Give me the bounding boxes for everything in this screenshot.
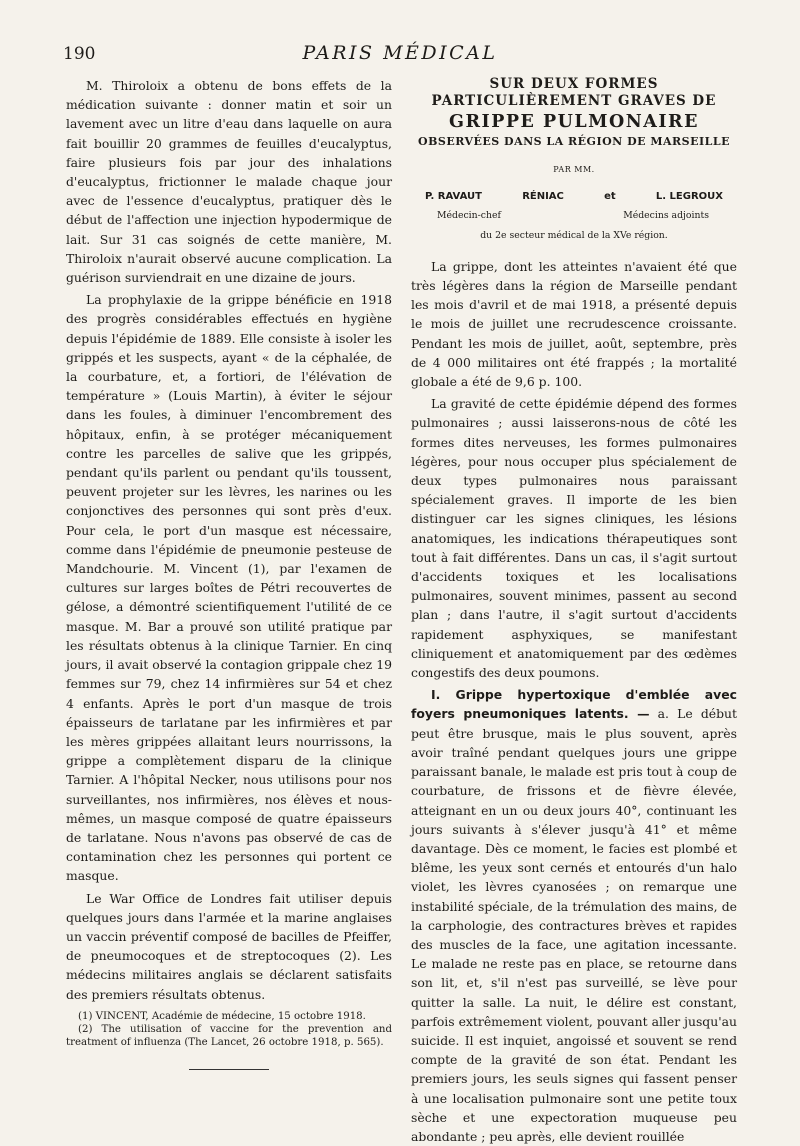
left-column bbox=[66, 76, 392, 1070]
author-name: L. LEGROUX bbox=[655, 191, 723, 203]
author-joiner: et bbox=[604, 191, 616, 203]
footnotes bbox=[66, 1010, 392, 1049]
author-role: Médecins adjoints bbox=[623, 210, 709, 222]
paragraph: La grippe, dont les atteintes n'avaient été que très légères dans la région de Marseille pendant les mois d'avril et de mai 1918, a présenté depuis le mois de juillet une recrudescence croissante. Pendant les mois de juillet, août, septembre, près de 4 000 militaires ont été frappés ; la mortalité globale a été de 9,6 p. 100. bbox=[411, 258, 737, 390]
article-header bbox=[411, 76, 737, 245]
article-body bbox=[411, 257, 737, 1146]
footnote: (2) The utilisation of vaccine for the prevention and treatment of influenza (The Lancet, 26 octobre 1918, p. 565). bbox=[66, 1023, 392, 1048]
section-paragraph bbox=[411, 685, 737, 1146]
authors bbox=[411, 187, 737, 206]
author-name: RÉNIAC bbox=[522, 191, 564, 203]
author-role: Médecin-chef bbox=[437, 210, 501, 222]
byline-label: PAR MM. bbox=[553, 165, 595, 174]
paragraph: La gravité de cette épidémie dépend des formes pulmonaires ; aussi laisserons-nous de côté les formes dites nerveuses, les formes pulmonaires légères, pour nous occuper plus spécialement de deux types pulmonaires nous paraissant spécialement graves. Il importe de les bien distinguer car les signes cliniques, les lésions anatomiques, les indications thérapeutiques sont tout à fait différentes. Dans un cas, il s'agit surtout d'accidents toxiques et les localisations pulmonaires, souvent minimes, passent au second plan ; dans l'autre, il s'agit surtout d'accidents rapidement asphyxiques, se manifestant cliniquement et anatomiquement par des œdèmes congestifs des deux poumons. bbox=[411, 396, 737, 681]
paragraph: La prophylaxie de la grippe bénéficie en 1918 des progrès considérables effectués en hygiène depuis l'épidémie de 1889. Elle consiste à isoler les grippés et les suspects, ayant « de la céphalée, de la courbature, et, a fortiori, de l'élévation de température » (Louis Martin), à éviter le séjour dans les foules, à diminuer l'encombrement des hôpitaux, enfin, à se protéger mécaniquement contre les parcelles de salive que les grippés, pendant qu'ils parlent ou pendant qu'ils toussent, peuvent projeter sur les lèvres, les narines ou les conjonctives des personnes qui sont près d'eux. Pour cela, le port d'un masque est nécessaire, comme dans l'épidémie de pneumonie pesteuse de Mandchourie. M. Vincent (1), par l'examen de cultures sur larges boîtes de Pétri recouvertes de gélose, a démontré scientifiquement l'utilité de ce masque. M. Bar a prouvé son utilité pratique par les résultats obtenus à la clinique Tarnier. En cinq jours, il avait observé la contagion grippale chez 19 femmes sur 79, chez 14 infirmières sur 54 et chez 4 enfants. Après le port d'un masque de trois épaisseurs de tarlatane par les infirmières et par les mères grippées allaitant leurs nourrissons, la grippe a complètement disparu de la clinique Tarnier. A l'hôpital Necker, nous utilisons pour nos surveillantes, nos infirmières, nos élèves et nous-mêmes, un masque composé de quatre épaisseurs de tarlatane. Nous n'avons pas observé de cas de contamination chez les personnes qui portent ce masque. bbox=[66, 292, 392, 884]
section-divider bbox=[189, 1069, 269, 1070]
article-title-line: PARTICULIÈREMENT GRAVES DE bbox=[431, 93, 717, 109]
author-roles bbox=[411, 206, 737, 225]
paragraph: M. Thiroloix a obtenu de bons effets de la médication suivante : donner matin et soir un lavement avec un litre d'eau dans laquelle on aura fait bouillir 20 grammes de feuilles d'eucalyptus, faire plusieurs fois par jour des inhalations d'eucalyptus, frictionner le malade chaque jour avec de l'essence d'eucalyptus, pratiquer dès le début de l'affection une injection hypodermique de lait. Sur 31 cas soignés de cette manière, M. Thiroloix n'aurait observé aucune complication. La guérison surviendrait en une dizaine de jours. bbox=[66, 78, 392, 286]
running-title: PARIS MÉDICAL bbox=[302, 42, 498, 64]
article-subtitle: OBSERVÉES DANS LA RÉGION DE MARSEILLE bbox=[418, 135, 730, 148]
affiliation: du 2e secteur médical de la XVe région. bbox=[480, 229, 668, 241]
article-title-main: GRIPPE PULMONAIRE bbox=[449, 112, 699, 132]
footnote: (1) VINCENT, Académie de médecine, 15 octobre 1918. bbox=[78, 1010, 366, 1022]
paragraph: Le War Office de Londres fait utiliser depuis quelques jours dans l'armée et la marine anglaises un vaccin préventif composé de bacilles de Pfeiffer, de pneumocoques et de streptocoques (2). Les médecins militaires anglais se déclarent satisfaits des premiers résultats obtenus. bbox=[66, 890, 392, 1002]
page-number: 190 bbox=[63, 44, 96, 64]
section-text: a. Le début peut être brusque, mais le plus souvent, après avoir traîné pendant quelques jours une grippe paraissant banale, le malade est pris tout à coup de courbature, de frissons et de fièvre élevée, atteignant en un ou deux jours 40°, continuant les jours suivants à s'élever jusqu'à 41° et même davantage. Dès ce moment, le facies est plombé et blême, les yeux sont cernés et entourés d'un halo violet, les lèvres cyanosées ; on remarque une instabilité spéciale, de la trémulation des mains, de la carphologie, des contractures brèves et rapides des muscles de la face, une agitation incessante. Le malade ne reste pas en place, se retourne dans son lit, et, s'il n'est pas surveillé, se lève pour quitter la salle. La nuit, le délire est constant, parfois extrêmement violent, pouvant aller jusqu'au suicide. Il est inquiet, angoissé et souvent se rend compte de la gravité de son état. Pendant les premiers jours, les seuls signes qui fassent penser à une localisation pulmonaire sont une petite toux sèche et une expectoration muqueuse peu abondante ; peu après, elle devient rouillée bbox=[411, 706, 737, 1144]
article-title-line: SUR DEUX FORMES bbox=[489, 76, 659, 92]
right-column bbox=[411, 76, 737, 1146]
author-name: P. RAVAUT bbox=[425, 191, 482, 203]
section-heading: I. Grippe hypertoxique d'emblée avec foyers pneumoniques latents. — bbox=[411, 687, 737, 722]
